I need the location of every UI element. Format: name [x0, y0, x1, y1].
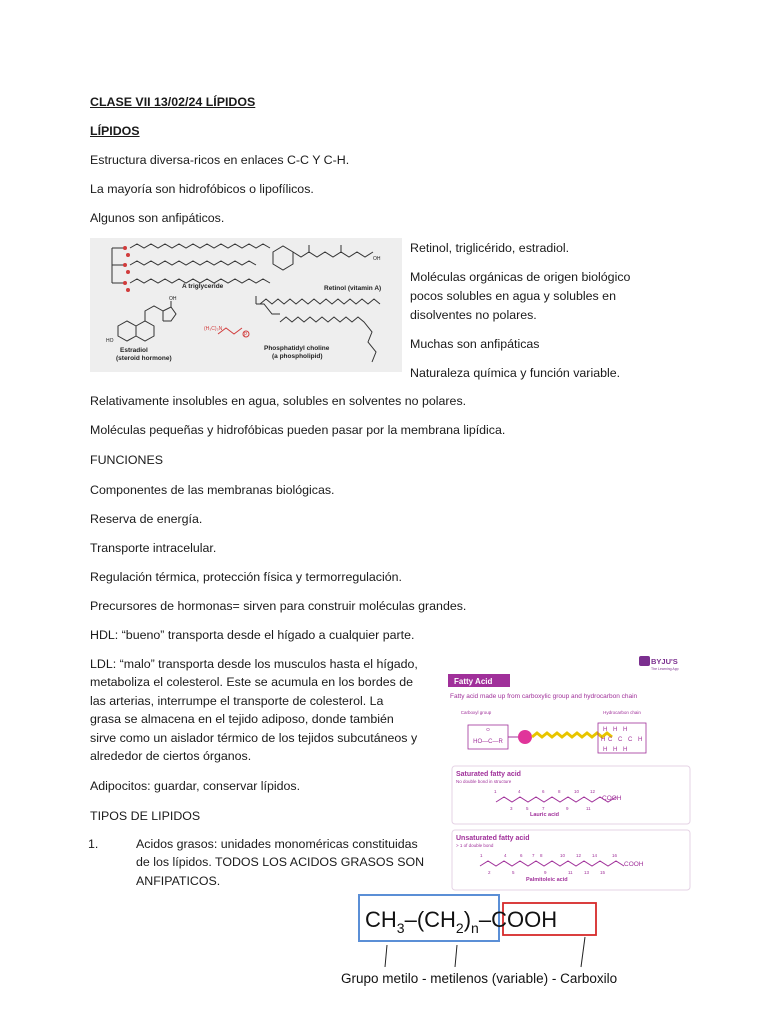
functions-heading: FUNCIONES	[90, 453, 163, 467]
brand-name: BYJU'S	[651, 657, 678, 666]
h-atom: H	[613, 727, 618, 733]
unsaturated-numbers	[480, 853, 618, 875]
side-note: Naturaleza química y función variable.	[410, 366, 621, 380]
carbon-number: 4	[504, 853, 507, 858]
function-item: Transporte intracelular.	[90, 541, 217, 555]
body-line: Relativamente insolubles en agua, solubles en solventes no polares.	[90, 394, 467, 408]
carbon-number: 8	[540, 853, 543, 858]
fatty-acid-drawing	[446, 652, 692, 897]
triglyceride-label: A triglyceride	[182, 283, 224, 290]
carbon-number: 1	[480, 853, 483, 858]
h-atom: H	[601, 737, 606, 743]
saturated-chain	[496, 797, 616, 802]
ldl-line: las arterias, interrumpe el transporte de colesterol. La	[90, 693, 384, 708]
carbon-number: 8	[558, 789, 561, 794]
ester-oxygens	[123, 246, 130, 292]
formula-text	[365, 907, 557, 936]
ldl-line: LDL: “malo” transporta desde los musculos hasta el hígado,	[90, 657, 418, 671]
intro-line: Algunos son anfipáticos.	[90, 211, 225, 225]
sub-3: 3	[396, 920, 405, 936]
ldl-line: grasa se almacena en el tejido adiposo, donde también	[90, 712, 394, 727]
saturated-title: Saturated fatty acid	[456, 771, 521, 778]
carbon-number: 11	[586, 806, 591, 811]
unsaturated-note: > 1 of double bond	[456, 843, 494, 848]
methylene-arrow	[455, 945, 457, 967]
steroid-label: (steroid hormone)	[116, 355, 172, 362]
phospholipid-label: (a phospholipid)	[272, 353, 323, 360]
phosphorus: P	[244, 332, 248, 338]
c-atom: C	[608, 737, 613, 743]
side-note: Retinol, triglicérido, estradiol.	[410, 241, 570, 255]
hydro-label: Hydrocarbon chain	[603, 710, 641, 715]
unsaturated-cooh: COOH	[624, 861, 644, 868]
carbon-number: 1	[494, 789, 497, 794]
side-note: Muchas son anfipáticas	[410, 337, 540, 351]
ch2-part: –(CH	[404, 907, 456, 932]
estradiol-structure	[118, 301, 176, 341]
saturated-note: No double bond in structure	[456, 779, 512, 784]
side-note: pocos solubles en agua y solubles en	[410, 289, 616, 303]
sub-n: n	[471, 920, 479, 936]
carbon-number: 2	[488, 870, 491, 875]
carbon-number: 5	[526, 806, 529, 811]
head-bead	[518, 730, 532, 744]
carbon-number: 15	[600, 870, 606, 875]
adipocitos-line: Adipocitos: guardar, conservar lípidos.	[90, 779, 301, 793]
lipid-structures-figure	[90, 238, 402, 372]
retinol-label: Retinol (vitamin A)	[324, 285, 382, 292]
retinol-oh: OH	[373, 256, 381, 262]
carbon-number: 9	[544, 870, 547, 875]
close-paren: )	[463, 907, 472, 932]
unsaturated-title: Unsaturated fatty acid	[456, 835, 530, 842]
h-atom: H	[623, 747, 628, 753]
carbon-number: 12	[590, 789, 596, 794]
phosphatidyl-label: Phosphatidyl choline	[264, 345, 330, 352]
carbon-number: 13	[584, 870, 590, 875]
fatty-subtitle: Fatty acid made up from carboxylic group and hydrocarbon chain	[450, 693, 638, 700]
byjus-logo-icon	[639, 656, 650, 666]
triglyceride-structure	[112, 244, 270, 283]
carbon-number: 12	[576, 853, 582, 858]
ldl-line: alrededor de ciertos órganos.	[90, 749, 252, 764]
estradiol-ho: HO	[106, 338, 114, 344]
carbon-number: 14	[592, 853, 598, 858]
side-note: disolventes no polares.	[410, 308, 537, 322]
h-atom: H	[623, 727, 628, 733]
formula-caption: Grupo metilo - metilenos (variable) - Carboxilo	[341, 971, 618, 986]
list-item	[88, 835, 432, 890]
c-atom: C	[628, 737, 633, 743]
h-atom: H	[613, 747, 618, 753]
body-line: Moléculas pequeñas y hidrofóbicas pueden pasar por la membrana lipídica.	[90, 423, 506, 437]
unsaturated-chain	[480, 861, 624, 866]
brand-sub: The Learning App	[651, 667, 679, 671]
retinol-structure	[273, 245, 373, 270]
palmitoleic-label: Palmitoleic acid	[526, 877, 568, 883]
hdl-line: HDL: “bueno” transporta desde el hígado a cualquier parte.	[90, 628, 415, 642]
carbon-number: 16	[612, 853, 618, 858]
h-atom: H	[603, 727, 608, 733]
carbon-number: 10	[560, 853, 566, 858]
list-line: de los lípidos. TODOS LOS ACIDOS GRASOS SON	[136, 855, 425, 870]
fatty-title: Fatty Acid	[454, 677, 493, 686]
c-atom: C	[618, 737, 623, 743]
carboxyl-oxygen: O	[486, 727, 490, 732]
carbon-number: 7	[532, 853, 535, 858]
function-item: Precursores de hormonas= sirven para construir moléculas grandes.	[90, 599, 467, 613]
carbon-number: 11	[568, 870, 573, 875]
lipid-structures-drawing	[90, 238, 402, 372]
saturated-cooh: COOH	[602, 795, 622, 802]
carbon-number: 10	[574, 789, 580, 794]
intro-line: Estructura diversa-ricos en enlaces C-C Y C-H.	[90, 153, 350, 167]
function-item: Reserva de energía.	[90, 512, 203, 526]
list-line: ANFIPATICOS.	[136, 873, 221, 888]
carbon-number: 3	[510, 806, 513, 811]
ldl-line: metaboliza el colesterol. Este se acumula en los bordes de	[90, 675, 414, 690]
carboxyl-formula: HO—C—R	[473, 739, 503, 745]
function-item: Componentes de las membranas biológicas.	[90, 483, 335, 497]
carbon-number: 7	[542, 806, 545, 811]
function-item: Regulación térmica, protección física y termorregulación.	[90, 570, 402, 584]
h-atom: H	[603, 747, 608, 753]
carboxyl-label: Carboxyl group	[460, 710, 492, 715]
choline-nme: (H₃C)₃N	[204, 326, 223, 332]
tipos-heading: TIPOS DE LIPIDOS	[90, 809, 201, 823]
intro-line: La mayoría son hidrofóbicos o lipofílicos.	[90, 182, 314, 196]
page-title: CLASE VII 13/02/24 LÍPIDOS	[90, 95, 256, 109]
h-atom: H	[638, 737, 643, 743]
ch3-part: CH	[365, 907, 397, 932]
carbon-number: 9	[566, 806, 569, 811]
carboxyl-arrow	[581, 937, 585, 967]
carbon-number: 5	[512, 870, 515, 875]
carbon-number: 6	[520, 853, 523, 858]
carbon-number: 6	[542, 789, 545, 794]
fatty-acid-figure	[446, 652, 692, 897]
estradiol-label: Estradiol	[120, 347, 148, 354]
cooh-part: –COOH	[478, 907, 558, 932]
list-line: Acidos grasos: unidades monoméricas constituidas	[136, 837, 418, 851]
sub-2: 2	[455, 920, 464, 936]
list-number: 1.	[88, 837, 99, 851]
lauric-label: Lauric acid	[530, 812, 560, 818]
formula-figure	[335, 893, 665, 993]
hydro-atoms	[601, 727, 642, 753]
methyl-arrow	[385, 945, 387, 967]
formula-drawing	[335, 893, 665, 993]
carbon-number: 4	[518, 789, 521, 794]
side-note: Moléculas orgánicas de origen biológico	[410, 270, 631, 284]
ldl-paragraph	[90, 655, 430, 765]
section-heading: LÍPIDOS	[90, 124, 140, 138]
tail-chain	[532, 733, 612, 737]
estradiol-oh: OH	[169, 296, 177, 302]
ldl-line: sirve como un aislador térmico de los tejidos subcutáneos y	[90, 730, 418, 745]
